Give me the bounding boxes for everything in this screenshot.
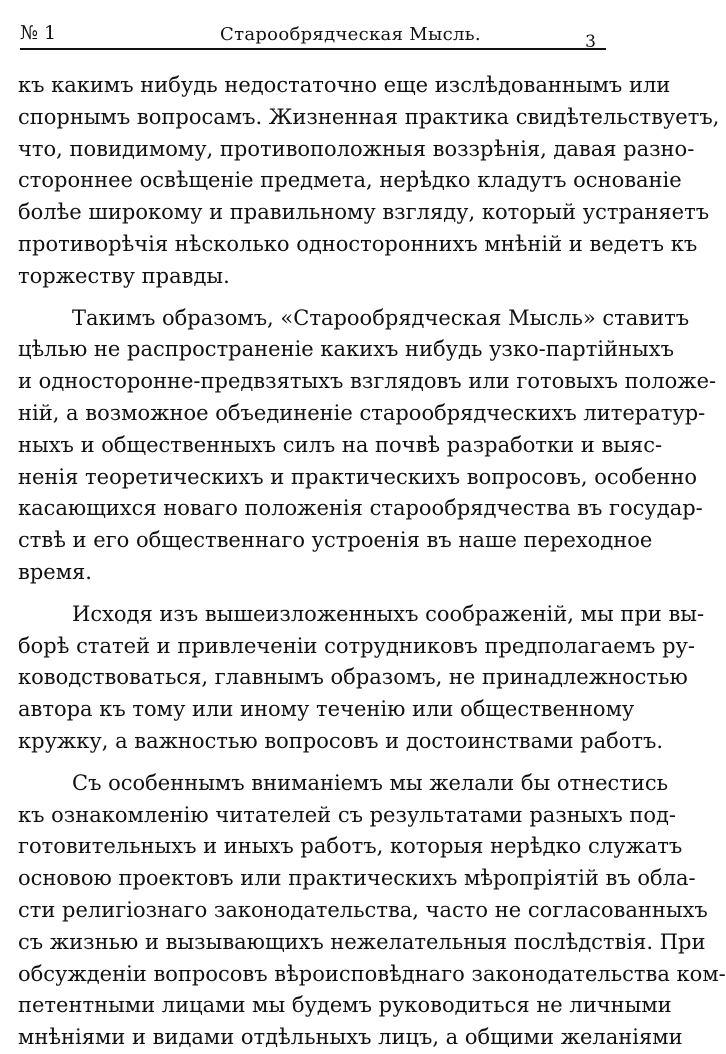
issue-number: № 1 bbox=[20, 22, 57, 44]
text-line: Такимъ образомъ, «Старообрядческая Мысль» ставитъ bbox=[72, 305, 690, 330]
text-line: и односторонне-предвзятыхъ взглядовъ или готовыхъ положе- bbox=[18, 369, 717, 394]
paragraph bbox=[18, 70, 720, 293]
body-text bbox=[18, 70, 726, 1054]
text-line: касающихся новаго положенія старообрядчества въ государ- bbox=[18, 496, 703, 521]
paragraph bbox=[18, 303, 717, 589]
text-line: сти религіознаго законодательства, часто не согласованныхъ bbox=[18, 897, 708, 922]
text-line: противорѣчія нѣсколько одностороннихъ мнѣній и ведетъ къ bbox=[18, 231, 698, 256]
running-header bbox=[20, 22, 610, 52]
text-line: съ жизнью и вызывающихъ нежелательныя послѣдствія. При bbox=[18, 929, 706, 954]
text-line: мнѣніями и видами отдѣльныхъ лицъ, а общими желаніями bbox=[18, 1025, 683, 1050]
text-line: ствѣ и его общественнаго устроенія въ наше переходное bbox=[18, 528, 653, 553]
text-line: время. bbox=[18, 559, 92, 584]
paragraph-gap bbox=[18, 758, 618, 768]
text-line: ководствоваться, главнымъ образомъ, не принадлежностью bbox=[18, 665, 688, 690]
text-line: обсужденіи вопросовъ вѣроисповѣднаго законодательства ком- bbox=[18, 961, 726, 986]
text-line: ненія теоретическихъ и практическихъ вопросовъ, особенно bbox=[18, 464, 697, 489]
text-line: петентными лицами мы будемъ руководиться не личными bbox=[18, 993, 672, 1018]
journal-title: Старообрядческая Мысль. bbox=[220, 24, 481, 45]
text-line: кружку, а важностью вопросовъ и достоинствами работъ. bbox=[18, 728, 664, 753]
text-line: торжеству правды. bbox=[18, 263, 230, 288]
text-line: къ ознакомленію читателей съ результатами разныхъ под- bbox=[18, 802, 677, 827]
text-line: спорнымъ вопросамъ. Жизненная практика свидѣтельствуетъ, bbox=[18, 104, 720, 129]
text-line: болѣе широкому и правильному взгляду, который устраняетъ bbox=[18, 200, 710, 225]
text-line: стороннее освѣщеніе предмета, нерѣдко кладутъ основаніе bbox=[18, 168, 682, 193]
text-line: что, повидимому, противоположныя воззрѣнія, давая разно- bbox=[18, 136, 695, 161]
header-rule bbox=[20, 48, 606, 50]
text-line: къ какимъ нибудь недостаточно еще изслѣдованнымъ или bbox=[18, 73, 671, 97]
text-line: ній, а возможное объединеніе старообрядческихъ литератур- bbox=[18, 400, 706, 425]
paragraph-gap bbox=[18, 293, 618, 303]
text-line: автора къ тому или иному теченію или общественному bbox=[18, 697, 635, 722]
text-line: основою проектовъ или практическихъ мѣропріятій въ обла- bbox=[18, 866, 696, 891]
paragraph bbox=[18, 768, 726, 1054]
paragraph bbox=[18, 599, 705, 758]
text-line: ныхъ и общественныхъ силъ на почвѣ разработки и выяс- bbox=[18, 432, 663, 457]
text-line: готовительныхъ и иныхъ работъ, которыя нерѣдко служатъ bbox=[18, 834, 683, 859]
text-line: цѣлью не распространеніе какихъ нибудь узко-партійныхъ bbox=[18, 337, 674, 362]
text-line: Исходя изъ вышеизложенныхъ соображеній, мы при вы- bbox=[72, 601, 705, 626]
text-line: Съ особеннымъ вниманіемъ мы желали бы отнестись bbox=[72, 770, 669, 795]
page-number: 3 bbox=[585, 32, 596, 52]
paragraph-gap bbox=[18, 589, 618, 599]
text-line: борѣ статей и привлеченіи сотрудниковъ предполагаемъ ру- bbox=[18, 633, 695, 658]
